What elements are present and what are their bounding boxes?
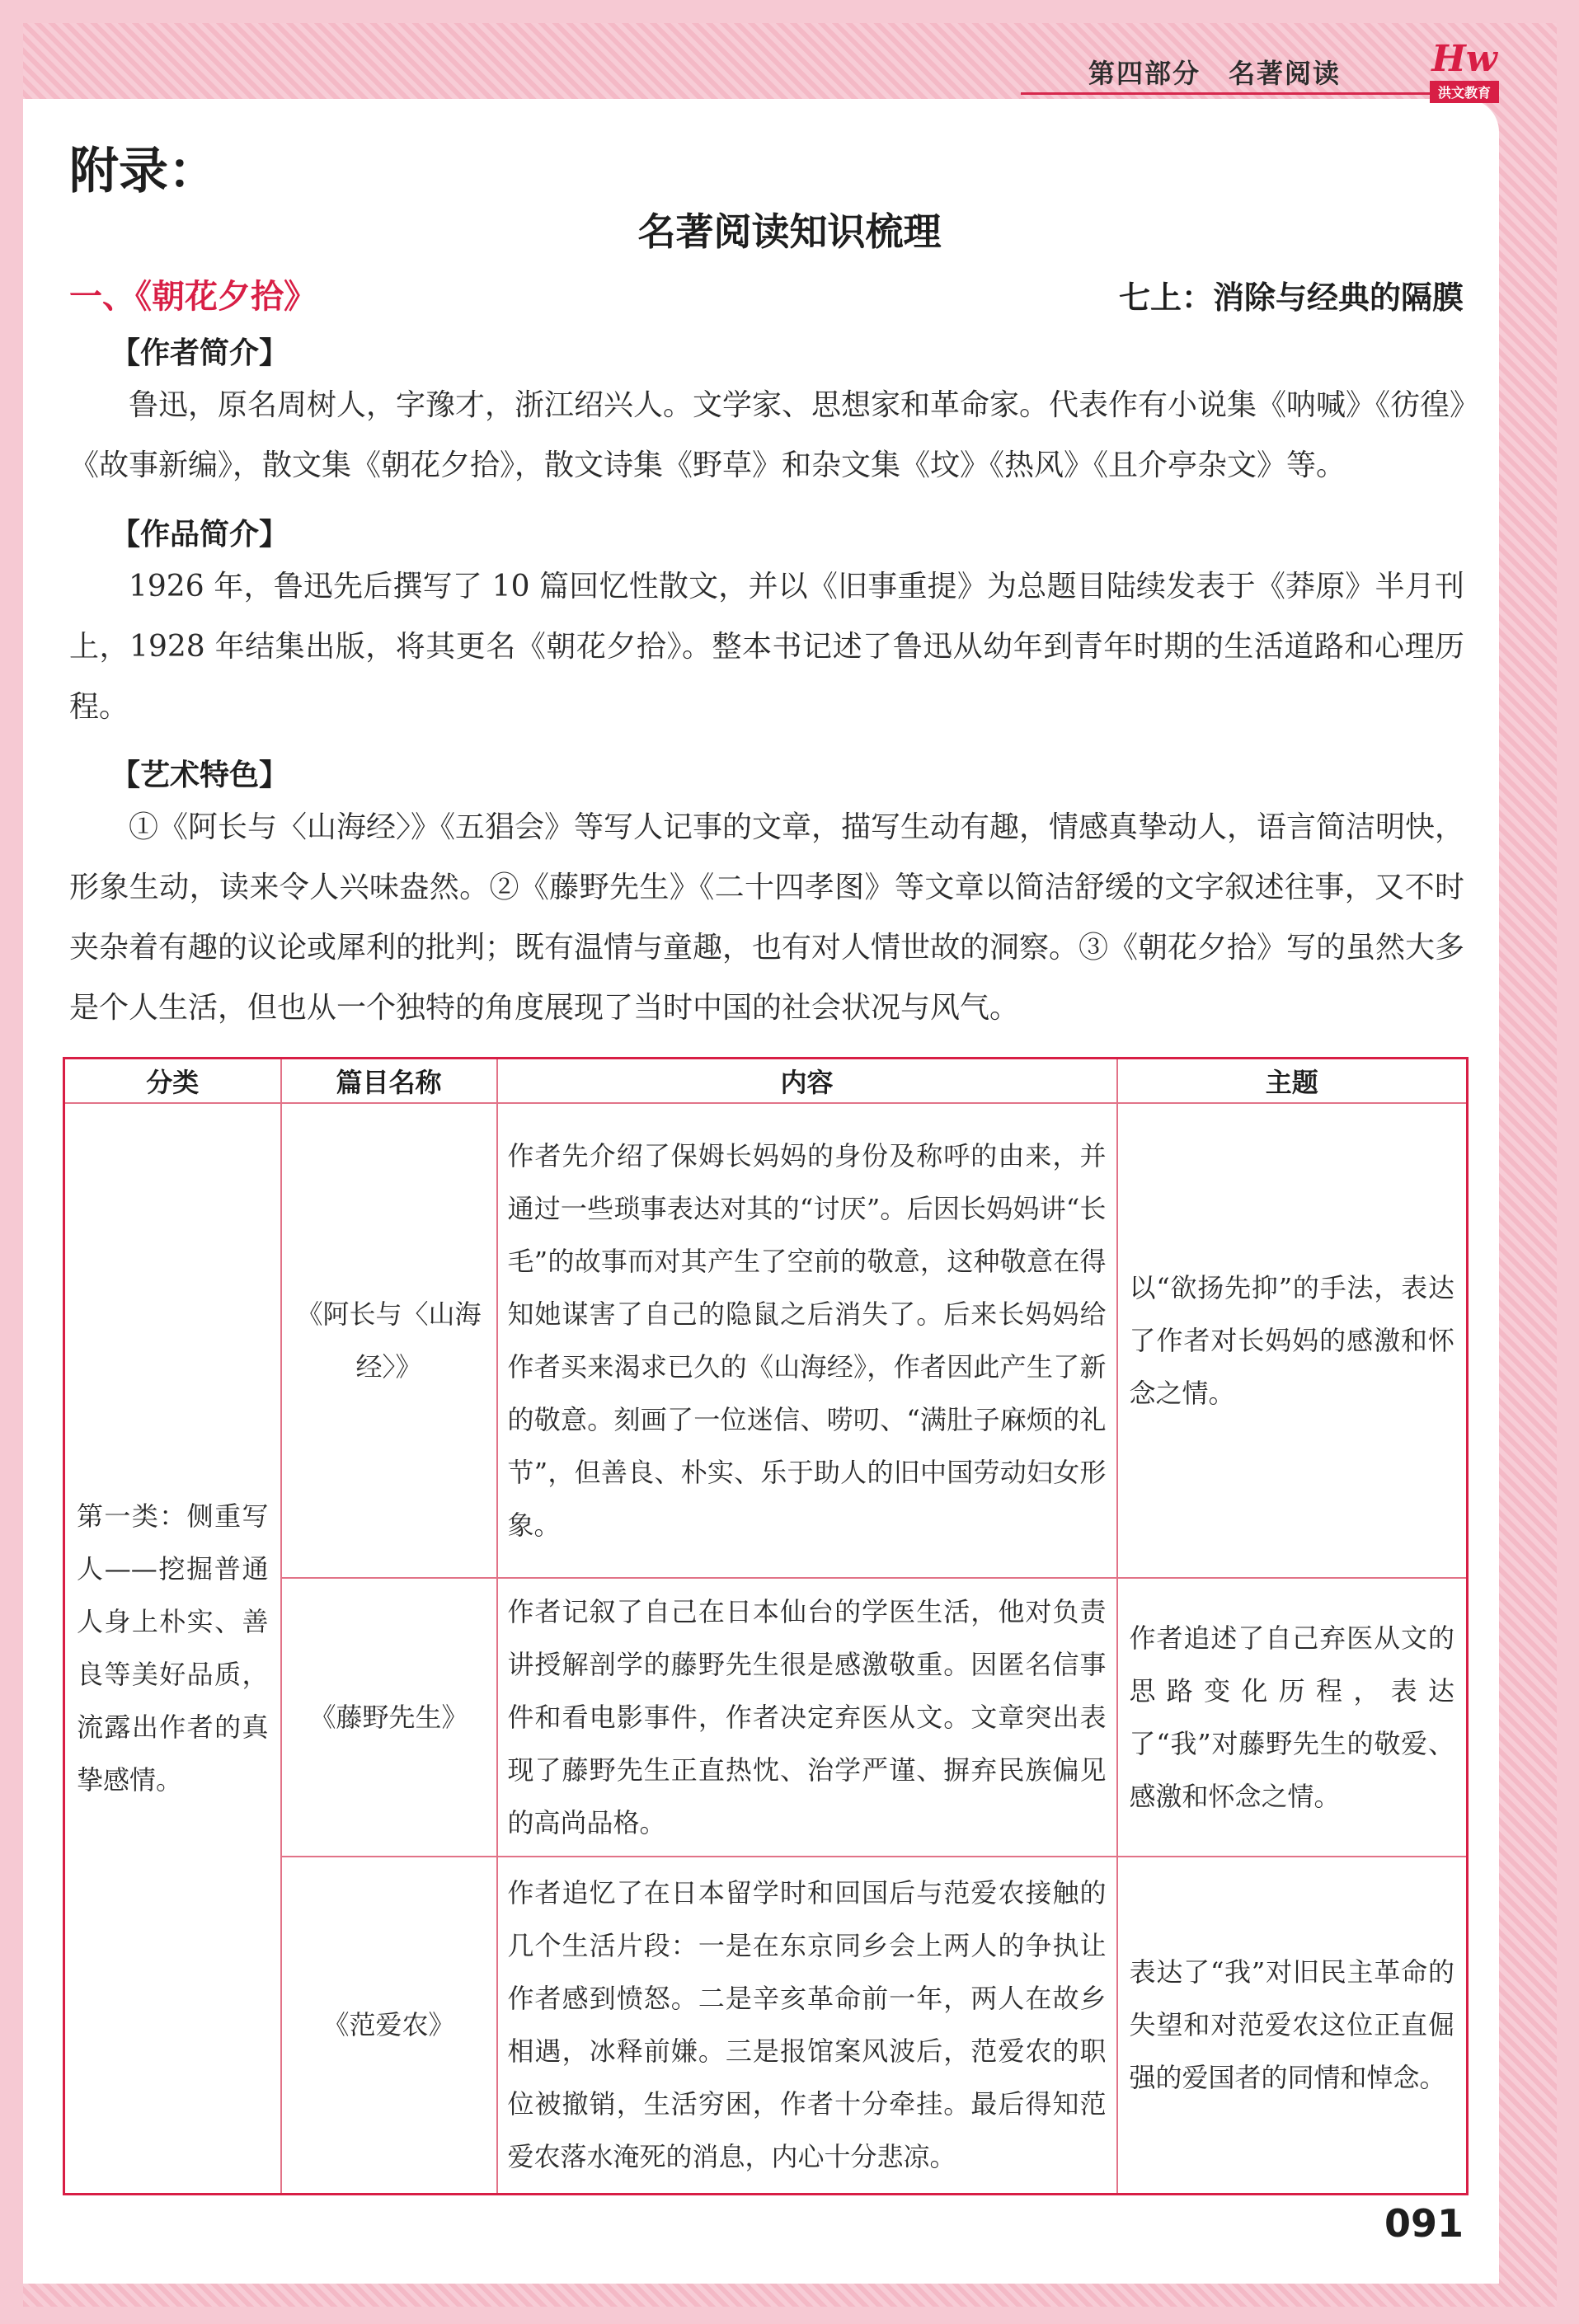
art-text: ①《阿长与〈山海经〉》《五猖会》等写人记事的文章，描写生动有趣，情感真挚动人，语言简洁明快，形象生动，读来令人兴味盎然。②《藤野先生》《二十四孝图》等文章以简洁舒缓的文字叙述往事，又不时夹杂着有趣的议论或犀利的批判；既有温情与童趣，也有对人情世故的洞察。③《朝花夕拾》写的虽然大多是个人生活，但也从一个独特的角度展现了当时中国的社会状况与风气。 [69, 810, 1465, 1025]
publisher-logo [1430, 38, 1499, 112]
art-label: 【艺术特色】 [110, 758, 289, 792]
table-row [64, 1103, 1468, 1578]
work-label: 【作品简介】 [110, 518, 289, 552]
work-title-cell: 《阿长与〈山海经〉》 [281, 1103, 497, 1578]
appendix-label: 附录： [69, 143, 218, 200]
table-header-row [64, 1059, 1468, 1103]
theme-cell: 作者追述了自己弃医从文的思路变化历程，表达了“我”对藤野先生的敬爱、感激和怀念之情。 [1117, 1578, 1468, 1857]
main-title: 名著阅读知识梳理 [637, 209, 942, 254]
section-subtitle: 七上：消除与经典的隔膜 [1118, 279, 1464, 316]
page-header [23, 23, 1557, 99]
header-title: 篇目名称 [281, 1059, 497, 1103]
header-theme: 主题 [1117, 1059, 1468, 1103]
content-cell: 作者记叙了自己在日本仙台的学医生活，他对负责讲授解剖学的藤野先生很是感激敬重。因匿名信事件和看电影事件，作者决定弃医从文。文章突出表现了藤野先生正直热忱、治学严谨、摒弃民族偏见的高尚品格。 [497, 1578, 1117, 1857]
content-cell: 作者先介绍了保姆长妈妈的身份及称呼的由来，并通过一些琐事表达对其的“讨厌”。后因长妈妈讲“长毛”的故事而对其产生了空前的敬意，这种敬意在得知她谋害了自己的隐鼠之后消失了。后来长妈妈给作者买来渴求已久的《山海经》，作者因此产生了新的敬意。刻画了一位迷信、唠叨、“满肚子麻烦的礼节”，但善良、朴实、乐于助人的旧中国劳动妇女形象。 [497, 1103, 1117, 1578]
section-title: 一、《朝花夕拾》 [69, 278, 317, 316]
art-features [69, 752, 1464, 1038]
theme-cell: 表达了“我”对旧民主革命的失望和对范爱农这位正直倔强的爱国者的同情和悼念。 [1117, 1857, 1468, 2195]
work-intro [69, 511, 1464, 737]
author-intro [69, 330, 1464, 495]
logo-mark: Hw [1431, 38, 1497, 80]
work-text: 1926 年，鲁迅先后撰写了 10 篇回忆性散文，并以《旧事重提》为总题目陆续发表于《莽原》半月刊上，1928 年结集出版，将其更名《朝花夕拾》。整本书记述了鲁迅从幼年到青年时期的生活道路和心理历程。 [69, 570, 1464, 724]
theme-cell: 以“欲扬先抑”的手法，表达了作者对长妈妈的感激和怀念之情。 [1117, 1103, 1468, 1578]
logo-text: 洪文教育 [1430, 81, 1499, 103]
category-cell: 第一类：侧重写人——挖掘普通人身上朴实、善良等美好品质，流露出作者的真挚感情。 [64, 1103, 281, 2195]
header-underline [1021, 92, 1433, 95]
page-number: 091 [1384, 2201, 1464, 2246]
header-section-title: 第四部分 名著阅读 [1088, 58, 1341, 89]
header-category: 分类 [64, 1059, 281, 1103]
work-title-cell: 《藤野先生》 [281, 1578, 497, 1857]
header-content: 内容 [497, 1059, 1117, 1103]
content-table [63, 1057, 1469, 2195]
author-text: 鲁迅，原名周树人，字豫才，浙江绍兴人。文学家、思想家和革命家。代表作有小说集《呐喊》《彷徨》《故事新编》，散文集《朝花夕拾》，散文诗集《野草》和杂文集《坟》《热风》《且介亭杂文》等。 [69, 388, 1465, 482]
work-title-cell: 《范爱农》 [281, 1857, 497, 2195]
content-cell: 作者追忆了在日本留学时和回国后与范爱农接触的几个生活片段：一是在东京同乡会上两人的争执让作者感到愤怒。二是辛亥革命前一年，两人在故乡相遇，冰释前嫌。三是报馆案风波后，范爱农的职位被撤销，生活穷困，作者十分牵挂。最后得知范爱农落水淹死的消息，内心十分悲凉。 [497, 1857, 1117, 2195]
author-label: 【作者简介】 [110, 336, 289, 370]
